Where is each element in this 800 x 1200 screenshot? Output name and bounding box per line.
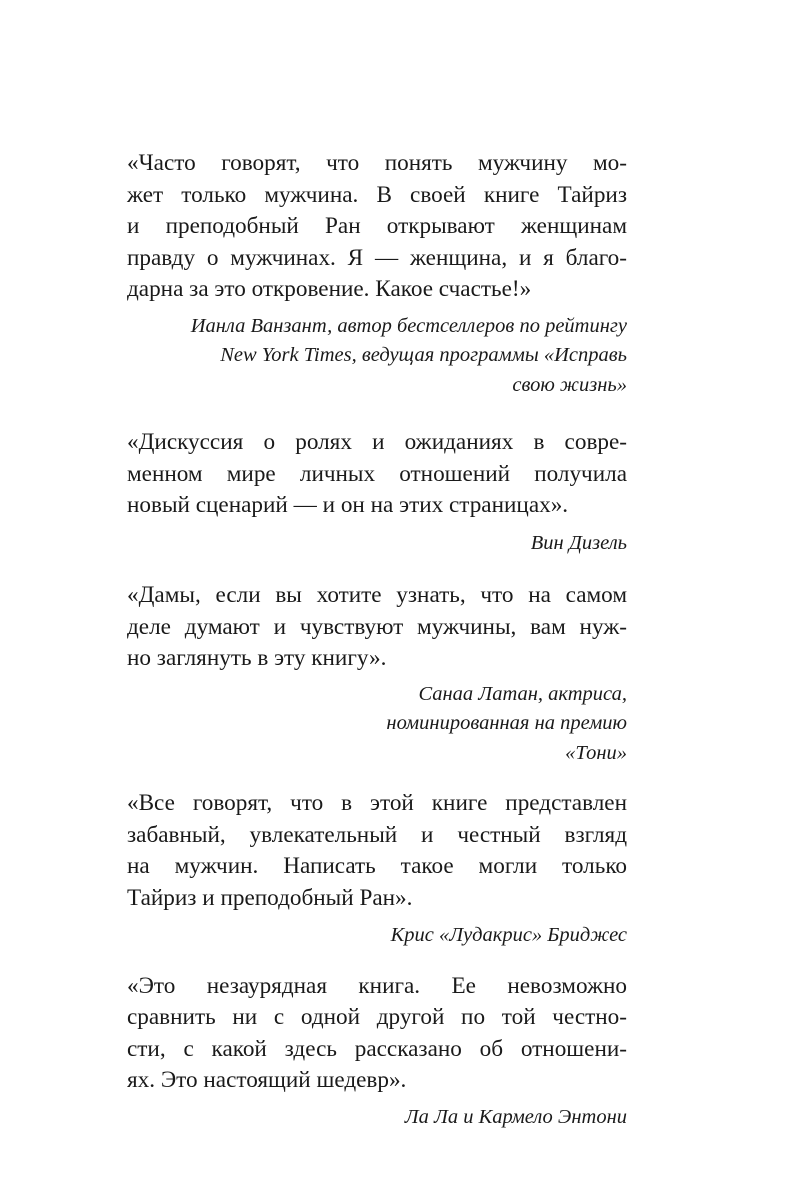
attribution-line: Ла Ла и Кармело Энтони [404, 1105, 627, 1128]
endorsements-page [127, 148, 627, 1132]
attribution-line: Санаа Латан, актриса, [418, 682, 627, 705]
quote-line: сравнить ни с одной другой по той честно- [127, 1004, 627, 1030]
attribution-line: «Тони» [565, 741, 627, 764]
endorsement-attribution [127, 680, 627, 769]
endorsement-blurb [127, 580, 627, 768]
endorsement-blurb [127, 427, 627, 558]
endorsement-attribution [127, 312, 627, 401]
endorsement-quote [127, 427, 627, 522]
endorsement-quote [127, 971, 627, 1097]
endorsement-attribution [127, 529, 627, 559]
quote-line: забавный, увлекательный и честный взгляд [127, 821, 627, 848]
quote-line: и преподобный Ран открывают женщинам [127, 213, 627, 239]
attribution-line: Ианла Ванзант, автор бестселлеров по рейтингу [190, 314, 627, 337]
attribution-line: Крис «Лудакрис» Бриджес [390, 924, 627, 946]
attribution-line: New York Times, ведущая программы «Исправь [220, 344, 627, 366]
quote-line: «Часто говорят, что понять мужчину мо- [127, 150, 627, 176]
quote-line: правду о мужчинах. Я — женщина, и я благо- [127, 244, 627, 271]
endorsement-quote [127, 788, 627, 914]
endorsement-quote [127, 148, 627, 306]
quote-line: новый сценарий — и он на этих страницах». [127, 492, 569, 518]
quote-line: «Дискуссия о ролях и ожиданиях в совре- [127, 429, 627, 455]
endorsement-quote [127, 580, 627, 675]
quote-line: на мужчин. Написать такое могли только [127, 853, 627, 879]
attribution-line: свою жизнь» [512, 373, 627, 396]
quote-line: но заглянуть в эту книгу». [127, 645, 387, 671]
endorsement-blurb [127, 148, 627, 400]
endorsement-attribution [127, 921, 627, 951]
quote-line: Тайриз и преподобный Ран». [127, 884, 413, 911]
quote-line: деле думают и чувствуют мужчины, вам нуж- [127, 613, 627, 640]
quote-line: «Это незаурядная книга. Ее невозможно [127, 972, 627, 999]
quote-line: «Дамы, если вы хотите узнать, что на самом [127, 582, 627, 608]
quote-line: ях. Это настоящий шедевр». [127, 1067, 407, 1093]
attribution-line: номинированная на премию [386, 712, 627, 734]
quote-line: жет только мужчина. В своей книге Тайриз [127, 181, 627, 208]
endorsement-blurb [127, 971, 627, 1133]
attribution-line: Вин Дизель [530, 531, 627, 554]
quote-line: сти, с какой здесь рассказано об отношени- [127, 1035, 627, 1062]
quote-line: менном мире личных отношений получила [127, 460, 627, 487]
quote-line: дарна за это откровение. Какое счастье!» [127, 276, 532, 302]
endorsement-blurb [127, 788, 627, 951]
quote-line: «Все говорят, что в этой книге представлен [127, 790, 627, 816]
endorsement-attribution [127, 1103, 627, 1133]
